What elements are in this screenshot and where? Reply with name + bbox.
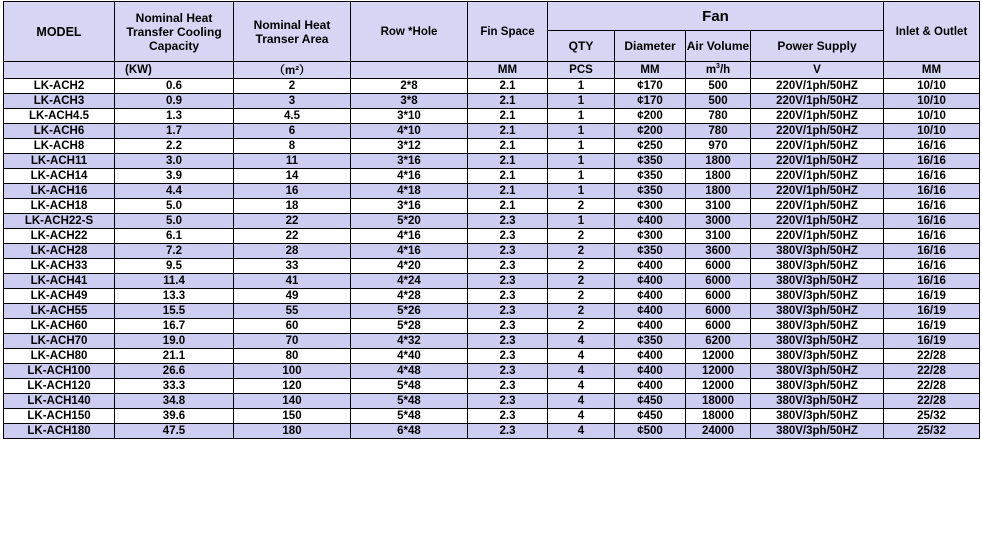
area-cell: 55 [234,304,351,319]
fin-space-cell: 2.3 [468,394,548,409]
row-hole-cell: 5*48 [351,394,468,409]
inlet-outlet-cell: 22/28 [884,349,980,364]
spec-body [4,79,980,439]
row-hole-cell: 3*8 [351,94,468,109]
model-cell: LK-ACH49 [4,289,115,304]
capacity-cell: 19.0 [115,334,234,349]
air-volume-cell: 3000 [686,214,751,229]
table-row [4,229,980,244]
air-volume-cell: 3100 [686,229,751,244]
area-cell: 180 [234,424,351,439]
diameter-cell: ¢400 [615,379,686,394]
air-volume-cell: 6000 [686,289,751,304]
model-cell: LK-ACH11 [4,154,115,169]
fin-space-cell: 2.3 [468,274,548,289]
qty-cell: 1 [548,124,615,139]
model-cell: LK-ACH4.5 [4,109,115,124]
model-cell: LK-ACH14 [4,169,115,184]
fin-space-cell: 2.1 [468,124,548,139]
header-diameter: Diameter [615,31,686,62]
air-volume-cell: 6000 [686,304,751,319]
table-row [4,379,980,394]
power-supply-cell: 380V/3ph/50HZ [751,379,884,394]
area-cell: 2 [234,79,351,94]
qty-cell: 2 [548,259,615,274]
fin-space-cell: 2.1 [468,79,548,94]
qty-cell: 4 [548,409,615,424]
capacity-cell: 9.5 [115,259,234,274]
inlet-outlet-cell: 25/32 [884,424,980,439]
diameter-cell: ¢500 [615,424,686,439]
model-cell: LK-ACH18 [4,199,115,214]
row-hole-cell: 4*20 [351,259,468,274]
row-hole-cell: 5*28 [351,319,468,334]
qty-cell: 1 [548,169,615,184]
row-hole-cell: 6*48 [351,424,468,439]
row-hole-cell: 4*18 [351,184,468,199]
row-hole-cell: 5*48 [351,379,468,394]
area-cell: 60 [234,319,351,334]
capacity-cell: 3.9 [115,169,234,184]
inlet-outlet-cell: 16/16 [884,274,980,289]
area-cell: 8 [234,139,351,154]
row-hole-cell: 4*40 [351,349,468,364]
model-cell: LK-ACH55 [4,304,115,319]
capacity-cell: 4.4 [115,184,234,199]
inlet-outlet-cell: 16/16 [884,184,980,199]
power-supply-cell: 380V/3ph/50HZ [751,244,884,259]
table-row [4,244,980,259]
air-volume-cell: 6000 [686,274,751,289]
capacity-cell: 0.9 [115,94,234,109]
inlet-outlet-cell: 16/16 [884,139,980,154]
inlet-outlet-cell: 10/10 [884,94,980,109]
fin-space-cell: 2.3 [468,244,548,259]
unit-area: （m²） [234,62,351,79]
model-cell: LK-ACH120 [4,379,115,394]
air-volume-cell: 6000 [686,319,751,334]
model-cell: LK-ACH41 [4,274,115,289]
fin-space-cell: 2.3 [468,319,548,334]
area-cell: 16 [234,184,351,199]
area-cell: 14 [234,169,351,184]
fin-space-cell: 2.3 [468,349,548,364]
table-row [4,319,980,334]
model-cell: LK-ACH8 [4,139,115,154]
qty-cell: 4 [548,379,615,394]
qty-cell: 1 [548,139,615,154]
row-hole-cell: 4*16 [351,229,468,244]
capacity-cell: 26.6 [115,364,234,379]
unit-air-volume-sup: 3 [716,63,720,71]
row-hole-cell: 4*28 [351,289,468,304]
model-cell: LK-ACH33 [4,259,115,274]
inlet-outlet-cell: 16/19 [884,334,980,349]
table-row [4,199,980,214]
area-cell: 70 [234,334,351,349]
power-supply-cell: 220V/1ph/50HZ [751,169,884,184]
unit-air-volume-tail: /h [719,64,731,76]
model-cell: LK-ACH150 [4,409,115,424]
unit-air-volume [686,62,751,79]
header-qty: QTY [548,31,615,62]
capacity-cell: 1.3 [115,109,234,124]
diameter-cell: ¢250 [615,139,686,154]
air-volume-cell: 18000 [686,409,751,424]
inlet-outlet-cell: 25/32 [884,409,980,424]
row-hole-cell: 3*12 [351,139,468,154]
fin-space-cell: 2.3 [468,259,548,274]
row-hole-cell: 4*16 [351,169,468,184]
model-cell: LK-ACH70 [4,334,115,349]
air-volume-cell: 1800 [686,184,751,199]
capacity-cell: 13.3 [115,289,234,304]
row-hole-cell: 3*16 [351,199,468,214]
inlet-outlet-cell: 16/16 [884,199,980,214]
power-supply-cell: 380V/3ph/50HZ [751,394,884,409]
diameter-cell: ¢350 [615,184,686,199]
power-supply-cell: 380V/3ph/50HZ [751,289,884,304]
qty-cell: 4 [548,424,615,439]
fin-space-cell: 2.3 [468,409,548,424]
air-volume-cell: 12000 [686,364,751,379]
unit-model-empty [4,62,115,79]
units-row [4,62,980,79]
fin-space-cell: 2.3 [468,304,548,319]
fin-space-cell: 2.3 [468,214,548,229]
row-hole-cell: 4*10 [351,124,468,139]
diameter-cell: ¢200 [615,124,686,139]
qty-cell: 4 [548,349,615,364]
fin-space-cell: 2.1 [468,169,548,184]
power-supply-cell: 220V/1ph/50HZ [751,124,884,139]
inlet-outlet-cell: 22/28 [884,379,980,394]
unit-row-hole-empty [351,62,468,79]
qty-cell: 2 [548,304,615,319]
air-volume-cell: 1800 [686,169,751,184]
area-cell: 22 [234,214,351,229]
capacity-cell: 6.1 [115,229,234,244]
air-volume-cell: 970 [686,139,751,154]
inlet-outlet-cell: 16/16 [884,244,980,259]
table-row [4,79,980,94]
power-supply-cell: 380V/3ph/50HZ [751,364,884,379]
diameter-cell: ¢350 [615,244,686,259]
table-row [4,94,980,109]
area-cell: 28 [234,244,351,259]
capacity-cell: 16.7 [115,319,234,334]
qty-cell: 4 [548,334,615,349]
inlet-outlet-cell: 16/16 [884,214,980,229]
power-supply-cell: 380V/3ph/50HZ [751,409,884,424]
air-volume-cell: 24000 [686,424,751,439]
table-row [4,274,980,289]
area-cell: 18 [234,199,351,214]
power-supply-cell: 220V/1ph/50HZ [751,109,884,124]
area-cell: 4.5 [234,109,351,124]
diameter-cell: ¢400 [615,259,686,274]
capacity-cell: 15.5 [115,304,234,319]
diameter-cell: ¢400 [615,214,686,229]
unit-fin-space: MM [468,62,548,79]
unit-inlet-outlet: MM [884,62,980,79]
area-cell: 150 [234,409,351,424]
area-cell: 80 [234,349,351,364]
table-row [4,169,980,184]
header-capacity: Nominal Heat Transfer Cooling Capacity [115,2,234,62]
power-supply-cell: 380V/3ph/50HZ [751,334,884,349]
capacity-cell: 21.1 [115,349,234,364]
power-supply-cell: 220V/1ph/50HZ [751,139,884,154]
qty-cell: 1 [548,154,615,169]
diameter-cell: ¢170 [615,94,686,109]
table-row [4,304,980,319]
area-cell: 3 [234,94,351,109]
area-cell: 49 [234,289,351,304]
inlet-outlet-cell: 16/16 [884,154,980,169]
diameter-cell: ¢300 [615,199,686,214]
fin-space-cell: 2.1 [468,184,548,199]
diameter-cell: ¢400 [615,349,686,364]
power-supply-cell: 220V/1ph/50HZ [751,154,884,169]
table-row [4,394,980,409]
area-cell: 41 [234,274,351,289]
qty-cell: 1 [548,184,615,199]
capacity-cell: 7.2 [115,244,234,259]
power-supply-cell: 380V/3ph/50HZ [751,304,884,319]
unit-power-supply: V [751,62,884,79]
spec-table [3,1,980,439]
qty-cell: 2 [548,199,615,214]
table-row [4,124,980,139]
qty-cell: 1 [548,79,615,94]
unit-diameter: MM [615,62,686,79]
model-cell: LK-ACH60 [4,319,115,334]
model-cell: LK-ACH140 [4,394,115,409]
fin-space-cell: 2.1 [468,154,548,169]
diameter-cell: ¢400 [615,274,686,289]
capacity-cell: 47.5 [115,424,234,439]
qty-cell: 2 [548,319,615,334]
header-area: Nominal Heat Transer Area [234,2,351,62]
air-volume-cell: 780 [686,124,751,139]
header-row [4,2,980,31]
unit-qty: PCS [548,62,615,79]
diameter-cell: ¢450 [615,394,686,409]
air-volume-cell: 18000 [686,394,751,409]
capacity-cell: 2.2 [115,139,234,154]
row-hole-cell: 5*48 [351,409,468,424]
model-cell: LK-ACH80 [4,349,115,364]
capacity-cell: 1.7 [115,124,234,139]
inlet-outlet-cell: 22/28 [884,394,980,409]
model-cell: LK-ACH180 [4,424,115,439]
power-supply-cell: 380V/3ph/50HZ [751,319,884,334]
fin-space-cell: 2.3 [468,229,548,244]
air-volume-cell: 500 [686,94,751,109]
area-cell: 22 [234,229,351,244]
row-hole-cell: 3*10 [351,109,468,124]
diameter-cell: ¢400 [615,319,686,334]
air-volume-cell: 12000 [686,349,751,364]
capacity-cell: 33.3 [115,379,234,394]
diameter-cell: ¢200 [615,109,686,124]
air-volume-cell: 6000 [686,259,751,274]
power-supply-cell: 380V/3ph/50HZ [751,349,884,364]
capacity-cell: 11.4 [115,274,234,289]
diameter-cell: ¢450 [615,409,686,424]
inlet-outlet-cell: 16/16 [884,259,980,274]
model-cell: LK-ACH22-S [4,214,115,229]
diameter-cell: ¢350 [615,334,686,349]
air-volume-cell: 12000 [686,379,751,394]
qty-cell: 4 [548,394,615,409]
inlet-outlet-cell: 16/19 [884,304,980,319]
power-supply-cell: 220V/1ph/50HZ [751,229,884,244]
fin-space-cell: 2.3 [468,334,548,349]
row-hole-cell: 4*32 [351,334,468,349]
row-hole-cell: 3*16 [351,154,468,169]
capacity-cell: 0.6 [115,79,234,94]
model-cell: LK-ACH28 [4,244,115,259]
diameter-cell: ¢400 [615,364,686,379]
table-row [4,184,980,199]
power-supply-cell: 380V/3ph/50HZ [751,424,884,439]
air-volume-cell: 3100 [686,199,751,214]
table-row [4,349,980,364]
area-cell: 11 [234,154,351,169]
diameter-cell: ¢300 [615,229,686,244]
qty-cell: 1 [548,109,615,124]
area-cell: 6 [234,124,351,139]
fin-space-cell: 2.1 [468,109,548,124]
fin-space-cell: 2.3 [468,364,548,379]
inlet-outlet-cell: 10/10 [884,109,980,124]
header-fan: Fan [548,2,884,31]
header-fin-space: Fin Space [468,2,548,62]
diameter-cell: ¢400 [615,289,686,304]
qty-cell: 2 [548,229,615,244]
fin-space-cell: 2.3 [468,289,548,304]
table-row [4,289,980,304]
area-cell: 100 [234,364,351,379]
model-cell: LK-ACH2 [4,79,115,94]
fin-space-cell: 2.3 [468,424,548,439]
qty-cell: 2 [548,274,615,289]
air-volume-cell: 6200 [686,334,751,349]
area-cell: 33 [234,259,351,274]
table-row [4,364,980,379]
capacity-cell: 39.6 [115,409,234,424]
qty-cell: 1 [548,94,615,109]
air-volume-cell: 500 [686,79,751,94]
header-row-hole: Row *Hole [351,2,468,62]
inlet-outlet-cell: 16/19 [884,289,980,304]
area-cell: 140 [234,394,351,409]
table-row [4,214,980,229]
table-row [4,409,980,424]
row-hole-cell: 5*26 [351,304,468,319]
inlet-outlet-cell: 10/10 [884,124,980,139]
inlet-outlet-cell: 16/16 [884,229,980,244]
capacity-cell: 5.0 [115,199,234,214]
unit-capacity: (KW) [115,62,234,79]
power-supply-cell: 220V/1ph/50HZ [751,214,884,229]
air-volume-cell: 3600 [686,244,751,259]
area-cell: 120 [234,379,351,394]
inlet-outlet-cell: 10/10 [884,79,980,94]
fin-space-cell: 2.3 [468,379,548,394]
diameter-cell: ¢400 [615,304,686,319]
table-row [4,334,980,349]
row-hole-cell: 4*48 [351,364,468,379]
qty-cell: 2 [548,244,615,259]
power-supply-cell: 220V/1ph/50HZ [751,94,884,109]
capacity-cell: 5.0 [115,214,234,229]
diameter-cell: ¢350 [615,169,686,184]
fin-space-cell: 2.1 [468,199,548,214]
header-model: MODEL [4,2,115,62]
header-air-volume: Air Volume [686,31,751,62]
model-cell: LK-ACH16 [4,184,115,199]
inlet-outlet-cell: 16/16 [884,169,980,184]
capacity-cell: 34.8 [115,394,234,409]
table-row [4,109,980,124]
inlet-outlet-cell: 16/19 [884,319,980,334]
header-power-supply: Power Supply [751,31,884,62]
table-row [4,424,980,439]
air-volume-cell: 780 [686,109,751,124]
fin-space-cell: 2.1 [468,139,548,154]
table-row [4,259,980,274]
model-cell: LK-ACH100 [4,364,115,379]
power-supply-cell: 220V/1ph/50HZ [751,79,884,94]
diameter-cell: ¢170 [615,79,686,94]
row-hole-cell: 4*24 [351,274,468,289]
table-row [4,154,980,169]
air-volume-cell: 1800 [686,154,751,169]
header-inlet-outlet: Inlet & Outlet [884,2,980,62]
qty-cell: 1 [548,214,615,229]
row-hole-cell: 4*16 [351,244,468,259]
unit-air-volume-base: m [705,64,717,76]
capacity-cell: 3.0 [115,154,234,169]
fin-space-cell: 2.1 [468,94,548,109]
inlet-outlet-cell: 22/28 [884,364,980,379]
table-row [4,139,980,154]
qty-cell: 4 [548,364,615,379]
power-supply-cell: 220V/1ph/50HZ [751,199,884,214]
row-hole-cell: 2*8 [351,79,468,94]
diameter-cell: ¢350 [615,154,686,169]
model-cell: LK-ACH6 [4,124,115,139]
power-supply-cell: 380V/3ph/50HZ [751,259,884,274]
model-cell: LK-ACH3 [4,94,115,109]
row-hole-cell: 5*20 [351,214,468,229]
model-cell: LK-ACH22 [4,229,115,244]
qty-cell: 2 [548,289,615,304]
power-supply-cell: 220V/1ph/50HZ [751,184,884,199]
power-supply-cell: 380V/3ph/50HZ [751,274,884,289]
